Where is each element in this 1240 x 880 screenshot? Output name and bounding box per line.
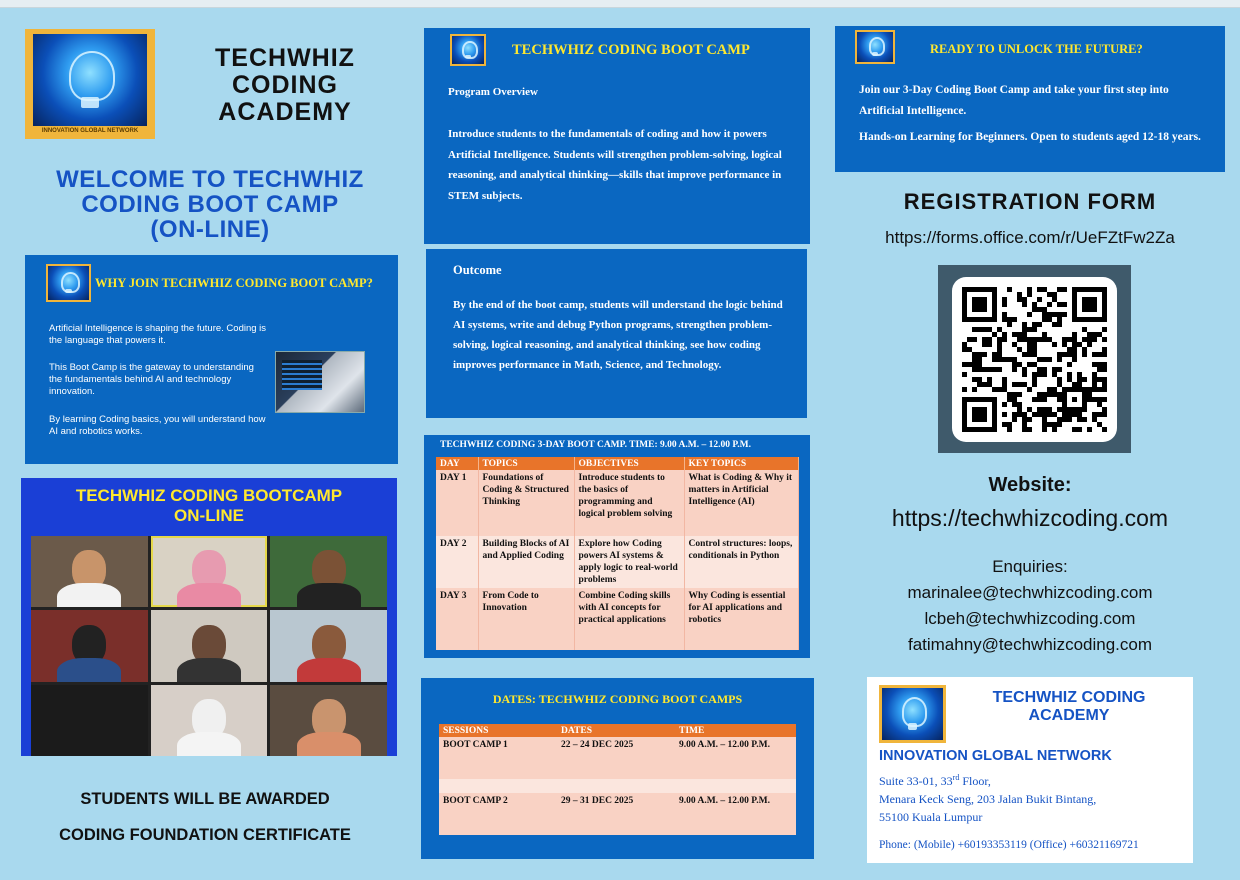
qr-code-frame bbox=[938, 265, 1131, 453]
participant-body bbox=[297, 732, 361, 756]
contact-title-line2: ACADEMY bbox=[1028, 707, 1110, 724]
award-line2: CODING FOUNDATION CERTIFICATE bbox=[59, 826, 351, 844]
why-paragraph-2: This Boot Camp is the gateway to understanding the fundamentals behind AI and technology innovation. bbox=[49, 362, 254, 397]
address-floor: Floor, bbox=[959, 774, 991, 788]
schedule-cell: Explore how Coding powers AI systems & apply logic to real-world problems bbox=[574, 536, 684, 588]
dates-cell: 29 – 31 DEC 2025 bbox=[557, 793, 675, 835]
schedule-cell: Building Blocks of AI and Applied Coding bbox=[478, 536, 574, 588]
lightbulb-logo-icon bbox=[48, 266, 89, 300]
schedule-cell: DAY 1 bbox=[436, 470, 478, 536]
welcome-line2: CODING BOOT CAMP bbox=[81, 191, 339, 218]
academy-title-line3: ACADEMY bbox=[218, 98, 352, 126]
outcome-panel bbox=[426, 249, 807, 418]
video-tile bbox=[270, 536, 387, 607]
top-border bbox=[0, 0, 1240, 8]
website-url[interactable]: https://techwhizcoding.com bbox=[891, 505, 1169, 531]
video-tile bbox=[31, 685, 148, 756]
schedule-cell: From Code to Innovation bbox=[478, 588, 574, 650]
overview-body: Introduce students to the fundamentals of coding and how it powers Artificial Intelligence. Students will strengthen problem-solving, logical reasoning, and analytical thinking—skills that improve performance in STEM subjects. bbox=[448, 128, 782, 202]
video-call-grid bbox=[31, 536, 387, 756]
academy-title-line1: TECHWHIZ bbox=[215, 44, 355, 72]
student-coding-photo bbox=[275, 351, 365, 413]
registration-heading: REGISTRATION FORM bbox=[903, 189, 1157, 214]
registration-url[interactable]: https://forms.office.com/r/UeFZtFw2Za bbox=[885, 228, 1175, 247]
table-row bbox=[439, 793, 796, 835]
dates-cell: 22 – 24 DEC 2025 bbox=[557, 737, 675, 779]
contact-address bbox=[879, 769, 1189, 826]
contact-phone: Phone: (Mobile) +60193353119 (Office) +60321169721 bbox=[879, 839, 1139, 851]
table-row bbox=[439, 737, 796, 779]
dates-header: SESSIONS bbox=[439, 724, 557, 737]
schedule-table bbox=[436, 457, 799, 650]
spacer-cell bbox=[675, 779, 796, 793]
dates-header: TIME bbox=[675, 724, 796, 737]
schedule-cell: Foundations of Coding & Structured Thinking bbox=[478, 470, 574, 536]
outcome-body: By the end of the boot camp, students will understand the logic behind AI systems, write and debug Python programs, strengthen problem-solving, logical reasoning, and analytical thinking, see how coding improves performance in Math, Science, and Technology. bbox=[453, 299, 783, 371]
schedule-cell: Introduce students to the basics of programming and logical problem solving bbox=[574, 470, 684, 536]
academy-logo bbox=[25, 29, 155, 139]
participant-body bbox=[297, 583, 361, 607]
enquiry-email[interactable]: lcbeh@techwhizcoding.com bbox=[924, 609, 1136, 628]
enquiry-email[interactable]: fatimahny@techwhizcoding.com bbox=[907, 635, 1153, 654]
ready-paragraph-1: Join our 3-Day Coding Boot Camp and take your first step into Artificial Intelligence. bbox=[859, 84, 1169, 117]
table-row bbox=[436, 588, 799, 650]
address-line-1 bbox=[879, 769, 1189, 790]
address-line-2: Menara Keck Seng, 203 Jalan Bukit Bintang, bbox=[879, 792, 1097, 806]
dates-panel bbox=[421, 678, 814, 859]
schedule-cell: What is Coding & Why it matters in Artificial Intelligence (AI) bbox=[684, 470, 799, 536]
participant-body bbox=[177, 732, 241, 756]
contact-title-line1: TECHWHIZ CODING bbox=[992, 689, 1146, 706]
qr-code-icon[interactable] bbox=[962, 287, 1107, 432]
schedule-cell: Control structures: loops, conditionals in Python bbox=[684, 536, 799, 588]
schedule-cell: DAY 2 bbox=[436, 536, 478, 588]
address-suite: Suite 33-01, 33 bbox=[879, 774, 953, 788]
why-title: WHY JOIN TECHWHIZ CODING BOOT CAMP? bbox=[95, 276, 373, 290]
video-tile bbox=[151, 610, 268, 681]
participant-body bbox=[177, 658, 241, 682]
contact-logo bbox=[879, 685, 946, 743]
outcome-heading: Outcome bbox=[453, 263, 502, 277]
academy-title bbox=[170, 45, 400, 126]
video-tile bbox=[270, 610, 387, 681]
video-tile bbox=[31, 536, 148, 607]
ready-paragraph-2: Hands-on Learning for Beginners. Open to students aged 12-18 years. bbox=[859, 131, 1201, 143]
dates-title: DATES: TECHWHIZ CODING BOOT CAMPS bbox=[492, 692, 743, 706]
dates-cell: BOOT CAMP 2 bbox=[439, 793, 557, 835]
award-line1: STUDENTS WILL BE AWARDED bbox=[80, 790, 330, 808]
contact-card bbox=[867, 677, 1193, 863]
video-tile bbox=[270, 685, 387, 756]
schedule-header: OBJECTIVES bbox=[574, 457, 684, 470]
video-tile bbox=[151, 685, 268, 756]
why-paragraph-3: By learning Coding basics, you will understand how AI and robotics works. bbox=[49, 414, 266, 437]
enquiry-email[interactable]: marinalee@techwhizcoding.com bbox=[907, 583, 1153, 602]
schedule-cell: DAY 3 bbox=[436, 588, 478, 650]
video-tile bbox=[151, 536, 268, 607]
bootcamp-photo-title bbox=[21, 486, 397, 526]
participant-body bbox=[297, 658, 361, 682]
schedule-cell: Why Coding is essential for AI applications and robotics bbox=[684, 588, 799, 650]
overview-logo bbox=[450, 34, 486, 66]
ready-title: READY TO UNLOCK THE FUTURE? bbox=[930, 42, 1143, 56]
dates-cell: BOOT CAMP 1 bbox=[439, 737, 557, 779]
why-join-panel bbox=[25, 255, 398, 464]
lightbulb-logo-icon bbox=[33, 34, 147, 126]
dates-cell: 9.00 A.M. – 12.00 P.M. bbox=[675, 793, 796, 835]
lightbulb-logo-icon bbox=[882, 688, 943, 740]
schedule-header-row bbox=[436, 457, 799, 470]
schedule-cell: Combine Coding skills with AI concepts for practical applications bbox=[574, 588, 684, 650]
participant-body bbox=[177, 583, 241, 607]
overview-heading: Program Overview bbox=[448, 86, 538, 98]
website-label: Website: bbox=[988, 474, 1072, 496]
participant-body bbox=[57, 658, 121, 682]
welcome-line1: WELCOME TO TECHWHIZ bbox=[56, 166, 364, 193]
dates-cell: 9.00 A.M. – 12.00 P.M. bbox=[675, 737, 796, 779]
schedule-header: TOPICS bbox=[478, 457, 574, 470]
contact-card-title bbox=[955, 689, 1183, 725]
schedule-header: KEY TOPICS bbox=[684, 457, 799, 470]
schedule-title: TECHWHIZ CODING 3-DAY BOOT CAMP. TIME: 9.00 A.M. – 12.00 P.M. bbox=[440, 440, 751, 450]
dates-header: DATES bbox=[557, 724, 675, 737]
contact-network: INNOVATION GLOBAL NETWORK bbox=[879, 748, 1112, 764]
schedule-panel bbox=[424, 435, 810, 658]
ready-logo bbox=[855, 30, 895, 64]
overview-title: TECHWHIZ CODING BOOT CAMP bbox=[512, 42, 750, 58]
bootcamp-online-photo bbox=[21, 478, 397, 756]
schedule-header: DAY bbox=[436, 457, 478, 470]
table-row bbox=[436, 470, 799, 536]
video-tile bbox=[31, 610, 148, 681]
address-line-3: 55100 Kuala Lumpur bbox=[879, 810, 983, 824]
academy-title-line2: CODING bbox=[232, 71, 338, 99]
table-spacer-row bbox=[439, 779, 796, 793]
dates-table bbox=[439, 724, 796, 835]
bootcamp-photo-title-line2: ON-LINE bbox=[174, 506, 244, 525]
table-row bbox=[436, 536, 799, 588]
lightbulb-logo-icon bbox=[452, 36, 484, 64]
participant-body bbox=[57, 583, 121, 607]
program-overview-panel bbox=[424, 28, 810, 244]
dates-header-row bbox=[439, 724, 796, 737]
ready-panel bbox=[835, 26, 1225, 172]
award-text bbox=[20, 781, 390, 853]
photo-screen bbox=[282, 360, 322, 390]
bootcamp-photo-title-line1: TECHWHIZ CODING BOOTCAMP bbox=[75, 486, 343, 505]
why-paragraph-1: Artificial Intelligence is shaping the future. Coding is the language that powers it. bbox=[49, 323, 267, 346]
welcome-heading bbox=[20, 167, 400, 242]
logo-caption: INNOVATION GLOBAL NETWORK bbox=[41, 128, 139, 134]
address-ordinal: rd bbox=[952, 773, 960, 782]
welcome-line3: (ON-LINE) bbox=[150, 216, 270, 243]
spacer-cell bbox=[557, 779, 675, 793]
enquiries bbox=[835, 554, 1225, 658]
qr-code-card bbox=[952, 277, 1117, 442]
why-logo bbox=[46, 264, 91, 302]
spacer-cell bbox=[439, 779, 557, 793]
lightbulb-logo-icon bbox=[857, 32, 893, 62]
enquiries-label: Enquiries: bbox=[992, 557, 1068, 576]
